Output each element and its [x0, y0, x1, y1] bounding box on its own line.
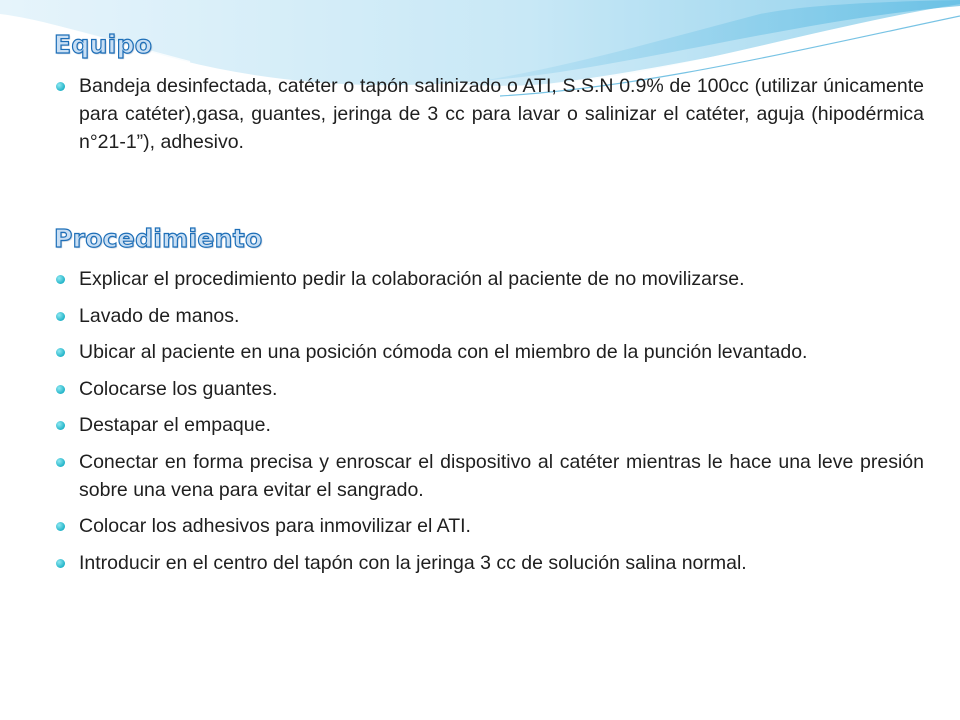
section-title-procedimiento: Procedimiento: [54, 224, 263, 253]
procedimiento-item: [56, 265, 924, 293]
equipo-item-text: Bandeja desinfectada, catéter o tapón salinizado o ATI, S.S.N 0.9% de 100cc (utilizar únicamente para catéter),gasa, guantes, jeringa de 3 cc para lavar o salinizar el catéter, aguja (hipodérmica n°21-1”), adhesivo.: [79, 75, 924, 153]
procedimiento-item-text: Ubicar al paciente en una posición cómoda con el miembro de la punción levantado.: [79, 341, 808, 363]
equipo-item: [56, 72, 924, 156]
procedimiento-item: [56, 448, 924, 504]
procedimiento-item-text: Introducir en el centro del tapón con la jeringa 3 cc de solución salina normal.: [79, 551, 747, 574]
bullet-icon: [56, 82, 65, 91]
bullet-icon: [56, 385, 65, 394]
procedimiento-item-text: Conectar en forma precisa y enroscar el dispositivo al catéter mientras le hace una leve presión sobre una vena para evitar el sangrado.: [79, 450, 924, 501]
equipo-list: [56, 72, 924, 165]
procedimiento-item-text: Lavado de manos.: [79, 304, 240, 327]
procedimiento-item-text: Destapar el empaque.: [79, 414, 271, 436]
procedimiento-item-text: Colocar los adhesivos para inmovilizar el ATI.: [79, 515, 471, 537]
procedimiento-item: [56, 338, 924, 366]
procedimiento-item: [56, 549, 924, 577]
procedimiento-item: [56, 375, 924, 403]
procedimiento-list: [56, 265, 924, 585]
procedimiento-item: [56, 411, 924, 439]
procedimiento-item-text: Explicar el procedimiento pedir la colaboración al paciente de no movilizarse.: [79, 268, 745, 290]
procedimiento-item: [56, 302, 924, 330]
section-title-equipo: Equipo: [54, 30, 153, 59]
bullet-icon: [56, 348, 65, 357]
bullet-icon: [56, 559, 65, 568]
bullet-icon: [56, 275, 65, 284]
procedimiento-item-text: Colocarse los guantes.: [79, 377, 278, 400]
bullet-icon: [56, 458, 65, 467]
bullet-icon: [56, 522, 65, 531]
bullet-icon: [56, 421, 65, 430]
bullet-icon: [56, 312, 65, 321]
procedimiento-item: [56, 512, 924, 540]
